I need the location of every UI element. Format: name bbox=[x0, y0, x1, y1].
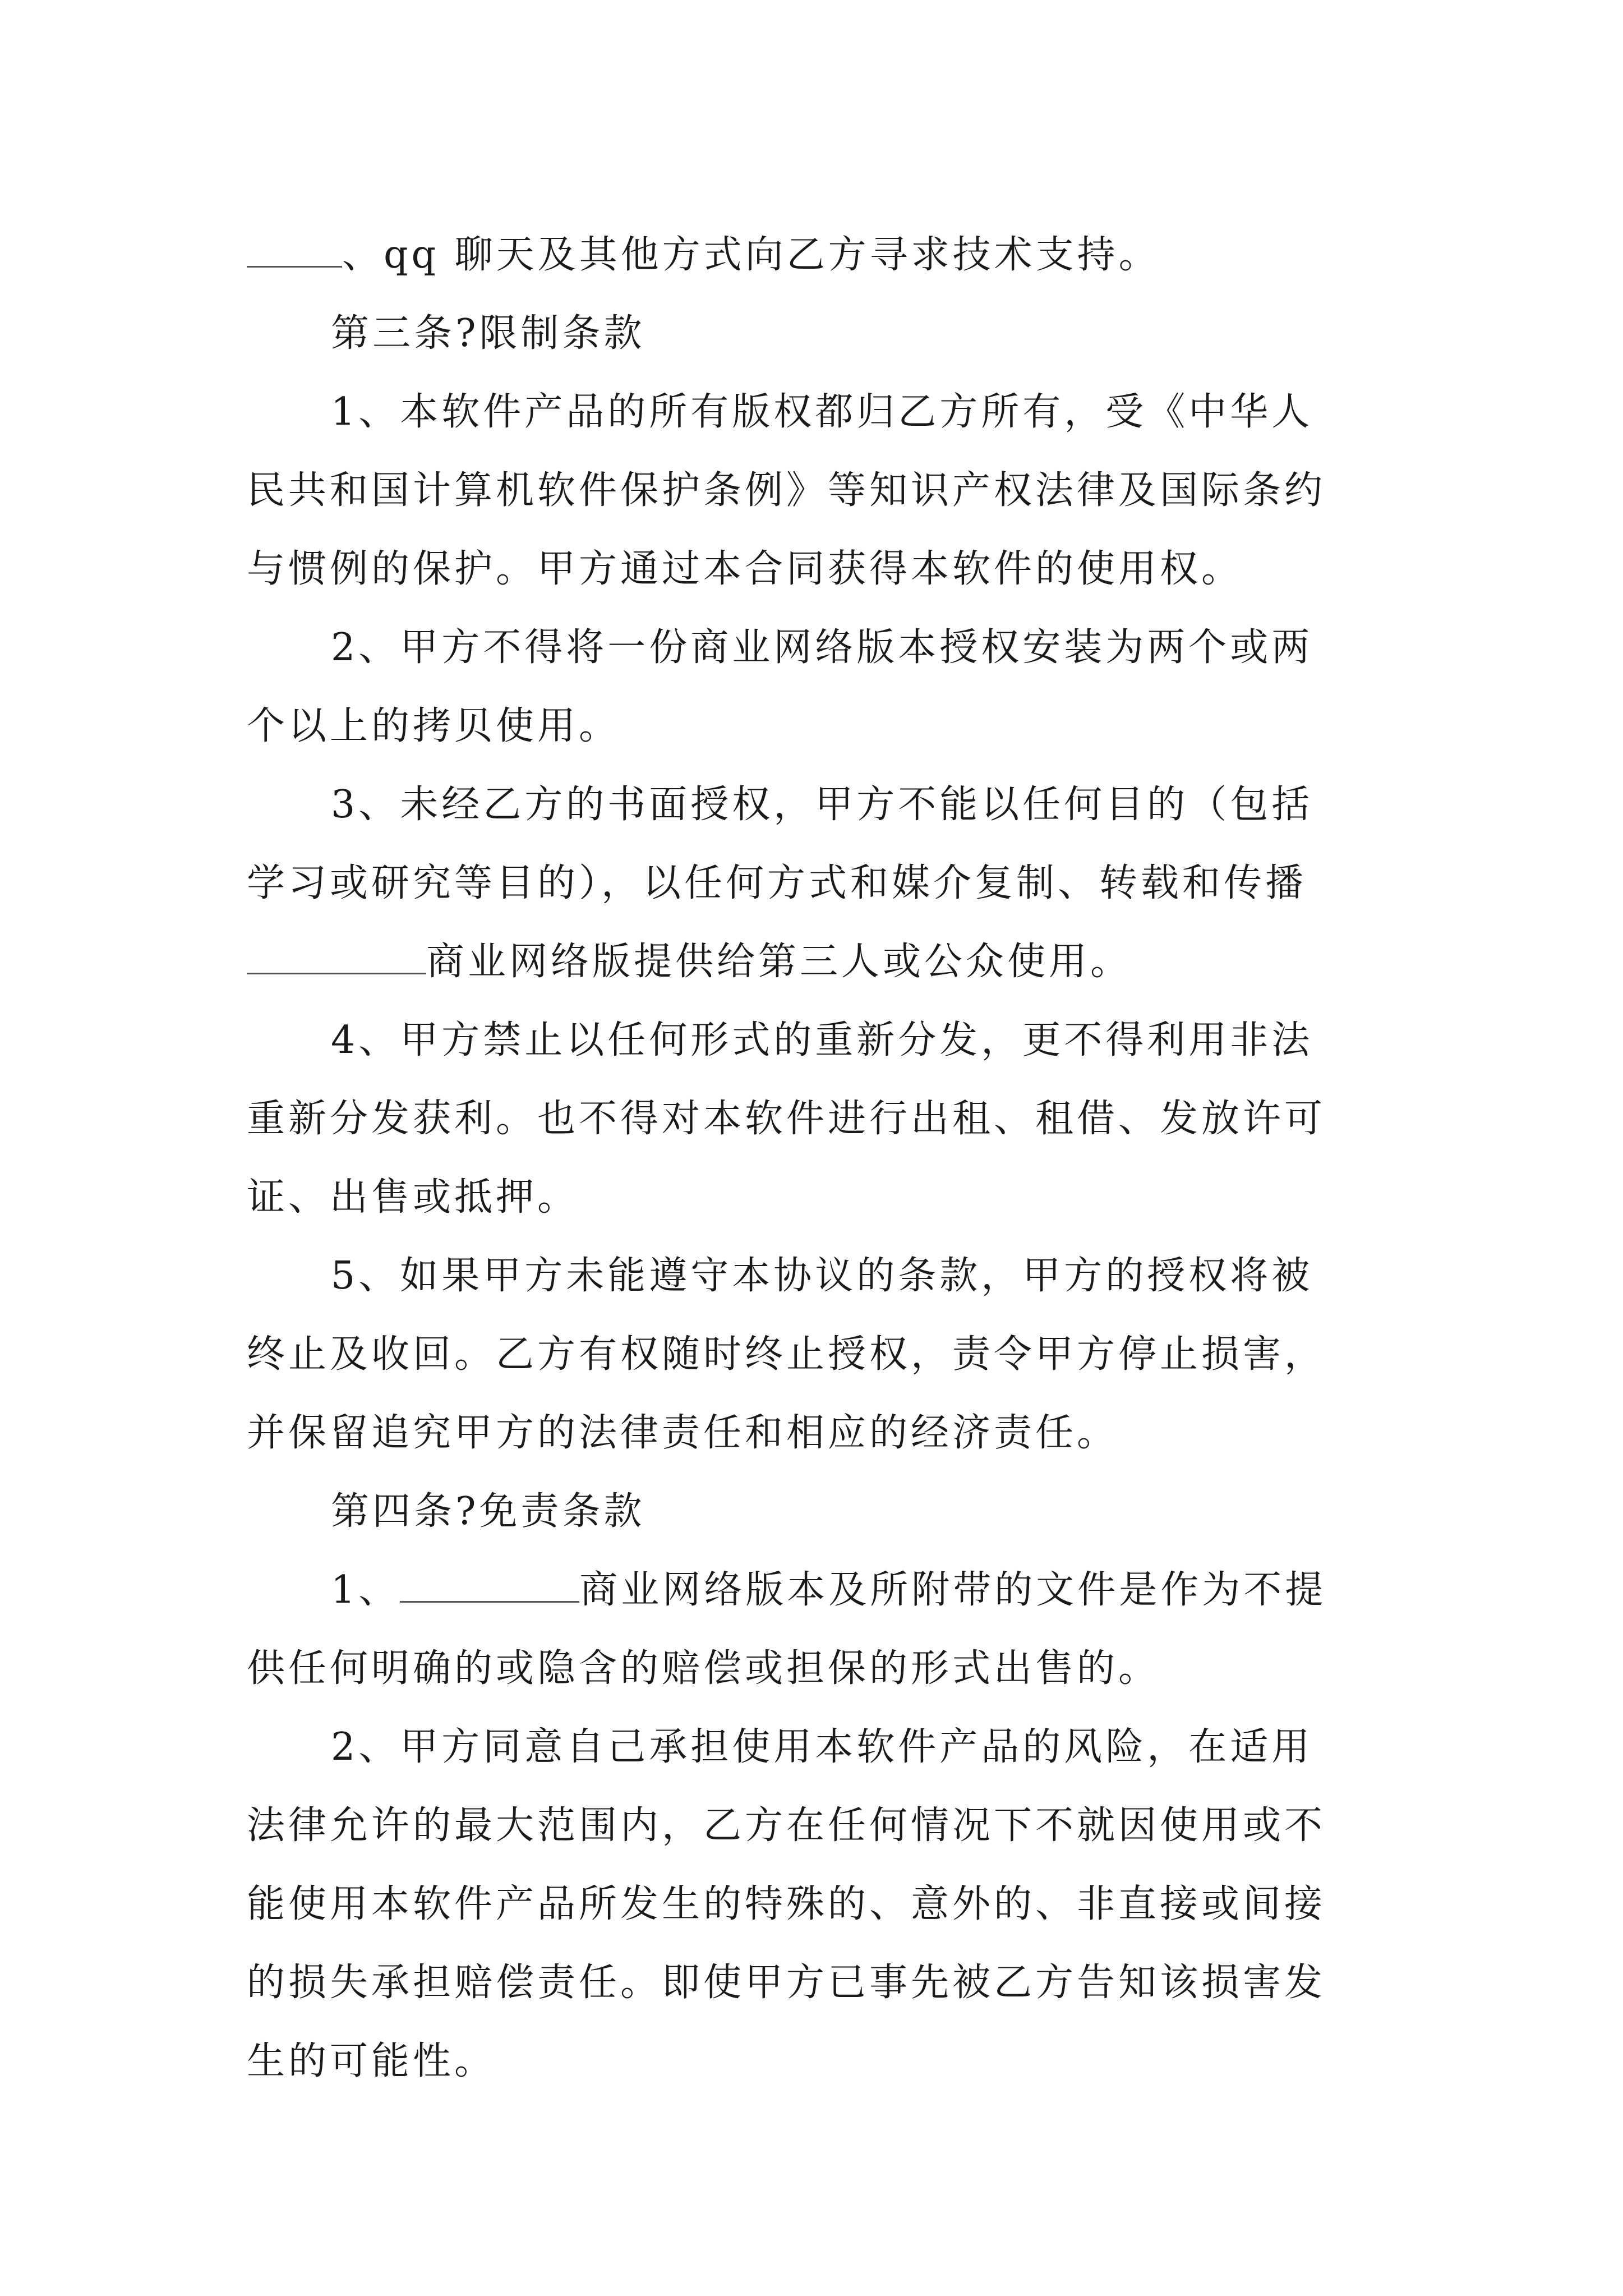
document-body bbox=[247, 216, 1380, 2101]
section-heading-disclaimer bbox=[247, 1473, 1380, 1551]
line-text: 终止及收回。乙方有权随时终止授权，责令甲方停止损害， bbox=[247, 1332, 1326, 1377]
line-text: 重新分发获利。也不得对本软件进行出租、租借、发放许可 bbox=[247, 1097, 1326, 1141]
line-text: 个以上的拷贝使用。 bbox=[247, 704, 621, 748]
line-text: 法律允许的最大范围内，乙方在任何情况下不就因使用或不 bbox=[247, 1803, 1326, 1848]
line-text: 供任何明确的或隐含的赔偿或担保的形式出售的。 bbox=[247, 1646, 1160, 1691]
line-text: 2、甲方同意自己承担使用本软件产品的风险，在适用 bbox=[331, 1725, 1313, 1769]
line-text: 3、未经乙方的书面授权，甲方不能以任何目的（包括 bbox=[331, 783, 1313, 827]
line-text: 、qq 聊天及其他方式向乙方寻求技术支持。 bbox=[342, 233, 1160, 277]
line-text: 与惯例的保护。甲方通过本合同获得本软件的使用权。 bbox=[247, 547, 1243, 591]
section-heading-restrictions bbox=[247, 295, 1380, 373]
line-text: 学习或研究等目的），以任何方式和媒介复制、转载和传播 bbox=[247, 861, 1307, 905]
line-text: 的损失承担赔偿责任。即使甲方已事先被乙方告知该损害发 bbox=[247, 1961, 1326, 2005]
line-text: 5、如果甲方未能遵守本协议的条款，甲方的授权将被 bbox=[331, 1254, 1313, 1298]
paragraph-3-2 bbox=[247, 609, 1380, 766]
text-line bbox=[247, 923, 1380, 1001]
paragraph-3-1 bbox=[247, 373, 1380, 609]
paragraph-3-3 bbox=[247, 766, 1380, 1001]
line-text: 并保留追究甲方的法律责任和相应的经济责任。 bbox=[247, 1411, 1119, 1455]
fill-in-blank bbox=[247, 939, 426, 974]
line-text: 商业网络版本及所附带的文件是作为不提 bbox=[579, 1568, 1327, 1612]
fill-in-blank bbox=[400, 1567, 579, 1603]
line-text: 生的可能性。 bbox=[247, 2039, 496, 2083]
fill-in-blank bbox=[247, 232, 342, 268]
text-line bbox=[247, 216, 1380, 295]
line-text: 4、甲方禁止以任何形式的重新分发，更不得利用非法 bbox=[331, 1018, 1313, 1062]
paragraph-3-4 bbox=[247, 1001, 1380, 1237]
text-line bbox=[247, 1551, 1380, 1630]
line-text: 能使用本软件产品所发生的特殊的、意外的、非直接或间接 bbox=[247, 1882, 1326, 1926]
line-text: 证、出售或抵押。 bbox=[247, 1175, 579, 1220]
item-number: 1、 bbox=[331, 1568, 400, 1612]
line-text: 2、甲方不得将一份商业网络版本授权安装为两个或两 bbox=[331, 625, 1313, 670]
line-text: 1、本软件产品的所有版权都归乙方所有，受《中华人 bbox=[331, 390, 1313, 434]
paragraph-3-5 bbox=[247, 1237, 1380, 1473]
paragraph-4-2 bbox=[247, 1708, 1380, 2101]
paragraph-support-contact bbox=[247, 216, 1380, 295]
heading-text: 第四条?免责条款 bbox=[331, 1489, 645, 1534]
paragraph-4-1 bbox=[247, 1551, 1380, 1708]
heading-text: 第三条?限制条款 bbox=[331, 311, 645, 356]
line-text: 商业网络版提供给第三人或公众使用。 bbox=[426, 940, 1132, 984]
line-text: 民共和国计算机软件保护条例》等知识产权法律及国际条约 bbox=[247, 468, 1326, 513]
